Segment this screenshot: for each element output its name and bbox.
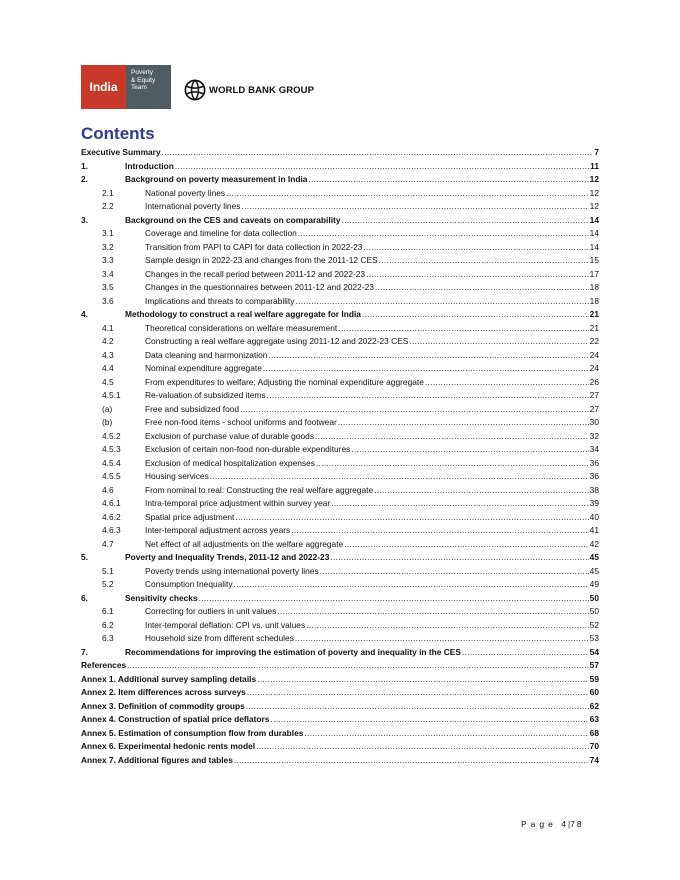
- toc-leader-dots: [175, 160, 589, 174]
- toc-entry-number: 4.6.1: [102, 498, 121, 508]
- toc-entry-page[interactable]: 14: [589, 228, 599, 238]
- toc-entry[interactable]: [81, 700, 599, 714]
- toc-entry-page[interactable]: 21: [589, 322, 599, 333]
- toc-entry-title[interactable]: Annex 7. Additional figures and tables: [81, 754, 233, 765]
- toc-entry-title[interactable]: Background on the CES and caveats on comparability: [125, 214, 341, 225]
- toc-entry-number: 3.4: [102, 268, 114, 279]
- toc-entry[interactable]: [81, 565, 599, 579]
- india-poverty-equity-logo: [81, 65, 171, 109]
- toc-entry[interactable]: [81, 740, 599, 754]
- toc-entry[interactable]: [81, 524, 599, 538]
- toc-entry[interactable]: [81, 619, 599, 633]
- toc-leader-dots: [351, 443, 588, 457]
- toc-entry[interactable]: [81, 673, 599, 687]
- toc-leader-dots: [320, 565, 589, 579]
- toc-leader-dots: [341, 214, 588, 228]
- toc-entry-page[interactable]: 18: [589, 295, 599, 306]
- toc-leader-dots: [199, 592, 589, 606]
- toc-entry-number: (b): [102, 417, 113, 427]
- toc-entry-number: 4.: [81, 309, 88, 319]
- world-bank-logo-text: WORLD BANK GROUP: [209, 84, 315, 96]
- toc-entry-title[interactable]: Background on poverty measurement in India: [125, 174, 308, 184]
- toc-entry-title[interactable]: From expenditures to welfare: Adjusting the nominal expenditure aggregate: [145, 376, 424, 387]
- india-logo-mark: India: [81, 65, 126, 109]
- toc-entry-page[interactable]: 17: [589, 268, 599, 279]
- toc-entry-title[interactable]: Implications and threats to comparability: [145, 295, 295, 306]
- toc-entry-number: 3.3: [102, 255, 114, 265]
- toc-leader-dots: [344, 538, 588, 552]
- page-footer: Page 4|78: [521, 819, 584, 829]
- toc-entry-number: 7.: [81, 646, 88, 657]
- toc-entry-title[interactable]: Introduction: [125, 160, 174, 171]
- toc-leader-dots: [241, 200, 588, 214]
- toc-entry[interactable]: [81, 173, 599, 187]
- toc-leader-dots: [256, 740, 589, 754]
- toc-entry-title[interactable]: Annex 2. Item differences across surveys: [81, 687, 246, 697]
- toc-entry[interactable]: [81, 403, 599, 417]
- toc-entry[interactable]: [81, 241, 599, 255]
- toc-leader-dots: [363, 241, 588, 255]
- toc-entry-number: 5.: [81, 552, 88, 562]
- toc-entry-page[interactable]: 24: [589, 349, 599, 360]
- toc-entry-number: 3.1: [102, 228, 114, 238]
- toc-entry-number: 3.5: [102, 282, 114, 292]
- toc-leader-dots: [338, 416, 589, 430]
- toc-entry-title[interactable]: Annex 4. Construction of spatial price deflators: [81, 714, 270, 724]
- toc-entry-number: 6.3: [102, 633, 114, 643]
- toc-entry-page[interactable]: 49: [589, 579, 599, 589]
- toc-entry-title[interactable]: References: [81, 660, 127, 670]
- toc-entry-page[interactable]: 53: [589, 633, 599, 643]
- toc-entry[interactable]: [81, 538, 599, 552]
- toc-entry[interactable]: [81, 335, 599, 349]
- toc-entry-title[interactable]: Transition from PAPI to CAPI for data collection in 2022-23: [145, 241, 363, 252]
- toc-leader-dots: [409, 335, 588, 349]
- page-title: Contents: [81, 124, 155, 143]
- toc-leader-dots: [304, 727, 588, 741]
- toc-entry-title[interactable]: Free non-food items - school uniforms and footwear: [145, 417, 337, 427]
- table-of-contents: [81, 146, 599, 767]
- toc-entry-title[interactable]: Changes in the questionnaires between 2011-12 and 2022-23: [145, 282, 374, 292]
- toc-entry-page[interactable]: 14: [589, 241, 599, 252]
- toc-leader-dots: [366, 268, 589, 282]
- toc-entry[interactable]: [81, 578, 599, 592]
- toc-entry-number: 3.: [81, 214, 88, 225]
- toc-leader-dots: [425, 376, 589, 390]
- header: [81, 65, 381, 109]
- toc-entry[interactable]: [81, 160, 599, 174]
- toc-entry-title[interactable]: Annex 3. Definition of commodity groups: [81, 700, 245, 711]
- toc-entry-page[interactable]: 36: [589, 471, 599, 481]
- toc-entry-page[interactable]: 50: [589, 606, 599, 616]
- toc-entry-title[interactable]: Inter-temporal adjustment across years: [145, 525, 291, 535]
- toc-entry-title[interactable]: Inter-temporal deflation: CPI vs. unit values: [145, 619, 306, 630]
- toc-entry-title[interactable]: Net effect of all adjustments on the welfare aggregate: [145, 538, 344, 549]
- toc-entry-page[interactable]: 62: [589, 700, 599, 711]
- toc-entry-title[interactable]: Constructing a real welfare aggregate using 2011-12 and 2022-23 CES: [145, 336, 409, 346]
- toc-leader-dots: [462, 646, 589, 660]
- toc-entry-page[interactable]: 27: [589, 403, 599, 414]
- toc-leader-dots: [267, 389, 589, 403]
- toc-entry-number: 4.5: [102, 376, 114, 387]
- toc-entry[interactable]: [81, 430, 599, 444]
- toc-entry-page[interactable]: 74: [589, 754, 599, 765]
- toc-entry-number: 4.1: [102, 322, 114, 333]
- toc-entry-title[interactable]: Free and subsidized food: [145, 403, 240, 414]
- toc-entry-number: 6.2: [102, 619, 114, 630]
- toc-leader-dots: [362, 308, 589, 322]
- toc-entry-page[interactable]: 26: [589, 376, 599, 387]
- toc-entry-page[interactable]: 34: [589, 444, 599, 454]
- footer-page-label: Page: [521, 819, 557, 829]
- toc-entry[interactable]: [81, 268, 599, 282]
- toc-entry[interactable]: [81, 727, 599, 741]
- toc-entry-page[interactable]: 22: [589, 336, 599, 346]
- toc-entry[interactable]: [81, 416, 599, 430]
- toc-entry-page[interactable]: 27: [589, 390, 599, 400]
- toc-entry-number: (a): [102, 403, 113, 414]
- toc-entry[interactable]: [81, 389, 599, 403]
- toc-leader-dots: [270, 713, 588, 727]
- toc-entry-page[interactable]: 52: [589, 619, 599, 630]
- toc-entry-page[interactable]: 30: [589, 417, 599, 427]
- toc-entry[interactable]: [81, 497, 599, 511]
- toc-leader-dots: [234, 578, 589, 592]
- toc-entry-title[interactable]: Coverage and timeline for data collection: [145, 228, 297, 238]
- toc-entry-title[interactable]: Executive Summary: [81, 147, 161, 157]
- toc-entry-page[interactable]: 40: [589, 511, 599, 522]
- toc-leader-dots: [374, 484, 589, 498]
- toc-entry[interactable]: [81, 632, 599, 646]
- toc-entry-page[interactable]: 41: [589, 525, 599, 535]
- toc-entry-title[interactable]: Spatial price adjustment: [145, 511, 235, 522]
- toc-entry-page[interactable]: 21: [589, 309, 599, 319]
- toc-entry-title[interactable]: Changes in the recall period between 2011-12 and 2022-23: [145, 268, 366, 279]
- toc-entry[interactable]: [81, 187, 599, 201]
- toc-entry-page[interactable]: 45: [589, 565, 599, 576]
- toc-entry-number: 4.5.3: [102, 444, 121, 454]
- toc-entry[interactable]: [81, 281, 599, 295]
- toc-entry[interactable]: [81, 484, 599, 498]
- toc-entry-title[interactable]: Nominal expenditure aggregate: [145, 363, 262, 373]
- toc-entry[interactable]: [81, 200, 599, 214]
- toc-entry-title[interactable]: Re-valuation of subsidized items: [145, 390, 266, 400]
- toc-entry-number: 6.1: [102, 606, 114, 616]
- toc-entry-number: 3.6: [102, 295, 114, 306]
- toc-entry-number: 4.5.1: [102, 390, 121, 400]
- globe-icon: [184, 79, 206, 101]
- toc-entry[interactable]: [81, 646, 599, 660]
- toc-entry-page[interactable]: 60: [589, 687, 599, 697]
- toc-entry-page[interactable]: 12: [589, 201, 599, 211]
- toc-entry-number: 2.: [81, 174, 88, 184]
- toc-entry[interactable]: [81, 214, 599, 228]
- toc-entry-title[interactable]: Recommendations for improving the estimation of poverty and inequality in the CES: [125, 646, 461, 657]
- toc-leader-dots: [234, 754, 589, 768]
- toc-entry-title[interactable]: Intra-temporal price adjustment within survey year: [145, 498, 331, 508]
- toc-entry-page[interactable]: 38: [589, 484, 599, 495]
- toc-entry-title[interactable]: National poverty lines: [145, 187, 226, 198]
- toc-entry-title[interactable]: Theoretical considerations on welfare measurement: [145, 322, 338, 333]
- toc-entry[interactable]: [81, 227, 599, 241]
- toc-entry[interactable]: [81, 592, 599, 606]
- toc-entry[interactable]: [81, 754, 599, 768]
- toc-entry-number: 4.3: [102, 349, 114, 360]
- toc-leader-dots: [235, 511, 588, 525]
- toc-entry[interactable]: [81, 146, 599, 160]
- toc-entry[interactable]: [81, 322, 599, 336]
- toc-entry-page[interactable]: 63: [589, 714, 599, 724]
- india-logo-line: & Equity: [131, 76, 156, 84]
- toc-entry[interactable]: [81, 511, 599, 525]
- toc-entry-number: 5.2: [102, 579, 114, 589]
- toc-entry-page[interactable]: 11: [590, 160, 599, 171]
- toc-entry-number: 4.2: [102, 336, 114, 346]
- toc-leader-dots: [295, 632, 589, 646]
- toc-entry-title[interactable]: International poverty lines: [145, 201, 241, 211]
- toc-entry[interactable]: [81, 376, 599, 390]
- toc-leader-dots: [379, 254, 589, 268]
- toc-entry-title[interactable]: Exclusion of certain non-food non-durable expenditures: [145, 444, 351, 454]
- toc-entry-number: 2.1: [102, 187, 114, 198]
- toc-entry-number: 2.2: [102, 201, 114, 211]
- toc-leader-dots: [246, 700, 589, 714]
- toc-entry-title[interactable]: Methodology to construct a real welfare aggregate for India: [125, 309, 361, 319]
- toc-entry[interactable]: [81, 295, 599, 309]
- india-logo-line: Poverty: [131, 69, 154, 76]
- toc-leader-dots: [257, 673, 589, 687]
- toc-entry-page[interactable]: 50: [589, 592, 599, 603]
- toc-leader-dots: [240, 403, 589, 417]
- toc-entry-page[interactable]: 57: [589, 660, 599, 670]
- toc-entry-title[interactable]: Data cleaning and harmonization: [145, 349, 268, 360]
- toc-entry[interactable]: [81, 349, 599, 363]
- toc-entry-page[interactable]: 45: [589, 552, 599, 562]
- toc-entry-page[interactable]: 68: [589, 727, 599, 738]
- toc-entry[interactable]: [81, 254, 599, 268]
- toc-entry[interactable]: [81, 308, 599, 322]
- toc-entry-page[interactable]: 14: [589, 214, 599, 225]
- toc-entry-title[interactable]: Annex 1. Additional survey sampling details: [81, 673, 257, 684]
- toc-entry-page[interactable]: 54: [589, 646, 599, 657]
- toc-leader-dots: [247, 686, 589, 700]
- toc-entry-title[interactable]: Household size from different schedules: [145, 633, 294, 643]
- toc-entry-page[interactable]: 70: [589, 741, 599, 751]
- toc-entry-title[interactable]: Exclusion of purchase value of durable goods: [145, 430, 315, 441]
- footer-page-total: 78: [570, 819, 584, 829]
- toc-entry-number: 4.6: [102, 484, 114, 495]
- toc-entry[interactable]: [81, 713, 599, 727]
- footer-page-number: 4: [561, 819, 568, 829]
- toc-leader-dots: [277, 605, 588, 619]
- toc-entry[interactable]: [81, 443, 599, 457]
- toc-leader-dots: [295, 295, 588, 309]
- toc-entry-number: 5.1: [102, 565, 114, 576]
- toc-entry-number: 4.5.5: [102, 471, 121, 481]
- toc-entry-title[interactable]: Annex 5. Estimation of consumption flow from durables: [81, 727, 304, 738]
- toc-entry-page[interactable]: 24: [589, 363, 599, 373]
- toc-leader-dots: [331, 497, 588, 511]
- toc-leader-dots: [162, 146, 594, 160]
- toc-leader-dots: [315, 430, 589, 444]
- toc-entry-number: 4.7: [102, 538, 114, 549]
- toc-leader-dots: [375, 281, 589, 295]
- toc-entry[interactable]: [81, 457, 599, 471]
- toc-entry-title[interactable]: Exclusion of medical hospitalization expenses: [145, 457, 315, 468]
- toc-leader-dots: [298, 227, 589, 241]
- toc-entry-number: 4.5.2: [102, 430, 121, 441]
- toc-entry[interactable]: [81, 659, 599, 673]
- toc-entry-number: 4.6.2: [102, 511, 121, 522]
- toc-leader-dots: [263, 362, 589, 376]
- toc-leader-dots: [306, 619, 589, 633]
- india-logo-team-text: [126, 65, 171, 109]
- toc-entry-page[interactable]: 15: [589, 255, 599, 265]
- toc-entry-number: 4.4: [102, 363, 114, 373]
- toc-entry-title[interactable]: Correcting for outliers in unit values: [145, 606, 277, 616]
- toc-entry-page[interactable]: 32: [589, 430, 599, 441]
- toc-entry-title[interactable]: Sensitivity checks: [125, 592, 198, 603]
- toc-leader-dots: [226, 187, 589, 201]
- toc-entry-page[interactable]: 7: [594, 147, 599, 157]
- toc-entry-title[interactable]: Housing services: [145, 471, 209, 481]
- toc-entry-page[interactable]: 42: [589, 538, 599, 549]
- toc-leader-dots: [268, 349, 588, 363]
- toc-leader-dots: [210, 470, 589, 484]
- toc-entry-page[interactable]: 59: [589, 673, 599, 684]
- toc-entry-page[interactable]: 39: [589, 498, 599, 508]
- toc-entry-number: 3.2: [102, 241, 114, 252]
- toc-entry-page[interactable]: 36: [589, 457, 599, 468]
- toc-entry-page[interactable]: 18: [589, 282, 599, 292]
- toc-entry-number: 4.5.4: [102, 457, 121, 468]
- toc-entry-page[interactable]: 12: [589, 187, 599, 198]
- toc-entry[interactable]: [81, 362, 599, 376]
- india-logo-line: Team: [131, 84, 147, 91]
- toc-entry-title[interactable]: Consumption Inequality: [145, 579, 233, 589]
- toc-entry-page[interactable]: 12: [589, 174, 599, 184]
- toc-entry-number: 1.: [81, 160, 88, 171]
- toc-leader-dots: [291, 524, 588, 538]
- toc-entry-title[interactable]: Sample design in 2022-23 and changes from the 2011-12 CES: [145, 255, 378, 265]
- toc-entry-title[interactable]: Annex 6. Experimental hedonic rents model: [81, 741, 256, 751]
- toc-entry-number: 6.: [81, 592, 88, 603]
- toc-leader-dots: [316, 457, 589, 471]
- toc-leader-dots: [338, 322, 588, 336]
- world-bank-logo: [184, 78, 314, 102]
- toc-entry-title[interactable]: From nominal to real: Constructing the real welfare aggregate: [145, 484, 374, 495]
- toc-leader-dots: [330, 551, 588, 565]
- toc-entry-title[interactable]: Poverty and Inequality Trends, 2011-12 and 2022-23: [125, 552, 330, 562]
- toc-leader-dots: [127, 659, 589, 673]
- toc-entry-number: 4.6.3: [102, 525, 121, 535]
- toc-entry[interactable]: [81, 686, 599, 700]
- toc-entry-title[interactable]: Poverty trends using international poverty lines: [145, 565, 319, 576]
- toc-entry[interactable]: [81, 605, 599, 619]
- toc-entry[interactable]: [81, 551, 599, 565]
- toc-leader-dots: [308, 173, 588, 187]
- toc-entry[interactable]: [81, 470, 599, 484]
